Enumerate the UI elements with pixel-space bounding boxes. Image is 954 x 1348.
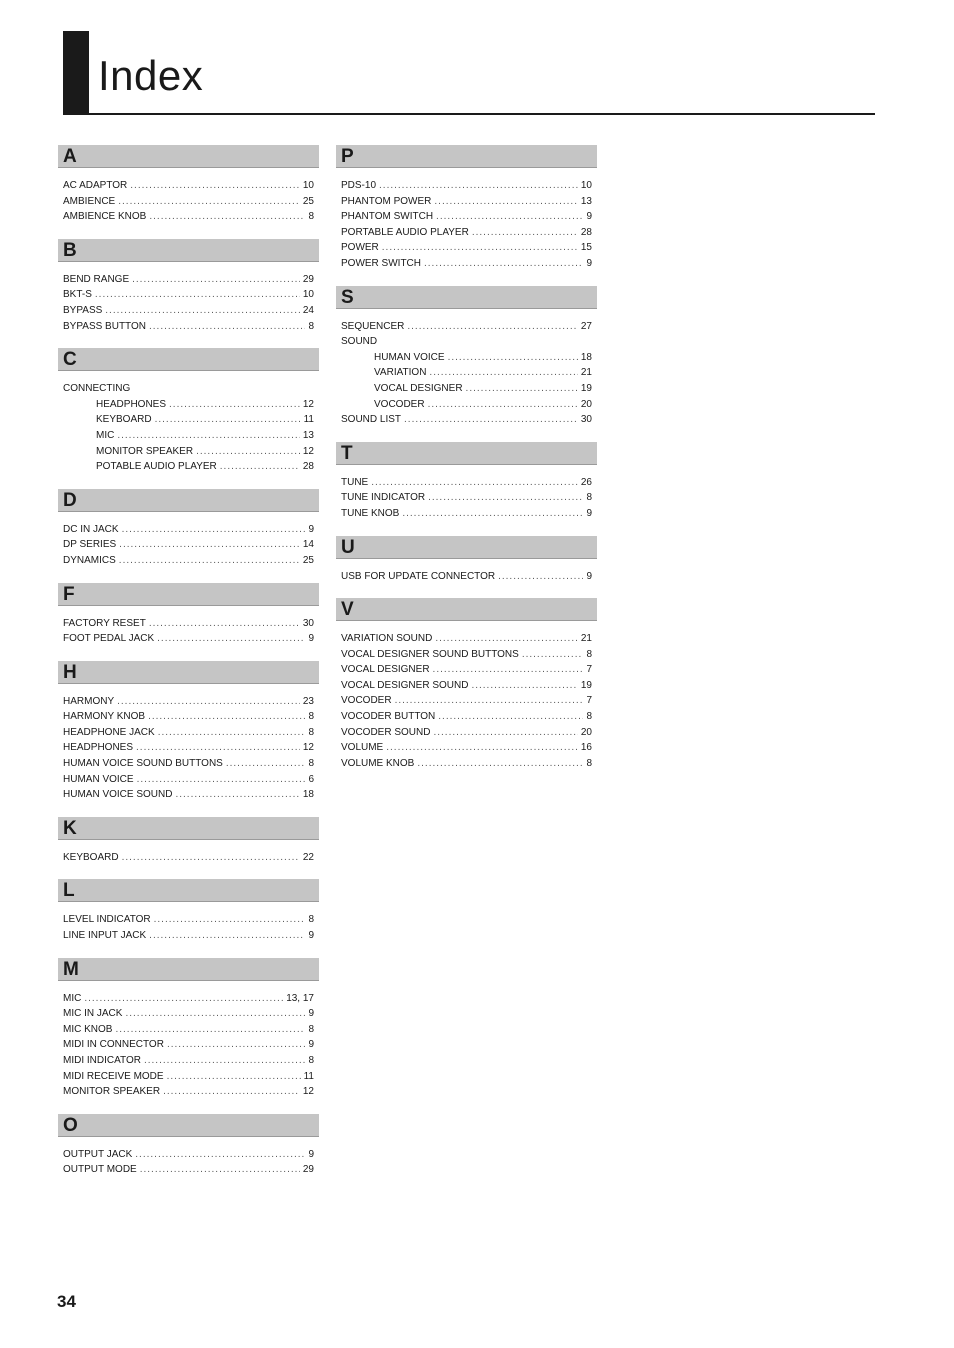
entry-label: VOCAL DESIGNER — [374, 382, 463, 394]
entry-list — [58, 371, 319, 475]
entry-label: HUMAN VOICE — [374, 351, 445, 363]
entry-label: KEYBOARD — [96, 414, 152, 426]
entry-label: VOLUME — [341, 742, 384, 754]
index-entry-group — [63, 381, 314, 397]
dot-leader — [428, 490, 583, 506]
section-letter: K — [58, 817, 319, 840]
index-entry — [63, 1084, 314, 1100]
entry-page: 19 — [580, 679, 592, 691]
dot-leader — [118, 194, 300, 210]
entry-label: AC ADAPTOR — [63, 180, 128, 191]
section-letter: D — [58, 489, 319, 512]
dot-leader — [119, 553, 300, 569]
entry-list — [336, 559, 597, 585]
dot-leader — [136, 740, 300, 756]
dot-leader — [433, 725, 577, 741]
index-section-c — [58, 348, 319, 475]
entry-page: 9 — [308, 1008, 314, 1020]
entry-page: 20 — [580, 398, 592, 410]
dot-leader — [407, 319, 578, 335]
index-entry — [341, 225, 592, 241]
entry-list — [336, 621, 597, 771]
dot-leader — [382, 240, 578, 256]
entry-label: MIDI IN CONNECTOR — [63, 1039, 164, 1051]
index-entry — [63, 694, 314, 710]
entry-page: 9 — [308, 930, 314, 942]
dot-leader — [149, 209, 305, 225]
entry-page: 13 — [580, 195, 592, 207]
dot-leader — [167, 1037, 306, 1053]
dot-leader — [522, 647, 584, 663]
entry-page: 24 — [302, 304, 314, 316]
index-section-h — [58, 661, 319, 803]
dot-leader — [149, 616, 300, 632]
entry-label: TUNE INDICATOR — [341, 492, 426, 504]
index-entry — [63, 209, 314, 225]
index-entry — [63, 303, 314, 319]
index-entry — [63, 1147, 314, 1163]
index-entry — [63, 756, 314, 772]
entry-page: 8 — [308, 320, 314, 332]
entry-list — [336, 168, 597, 272]
index-entry — [341, 506, 592, 522]
entry-label: POWER SWITCH — [341, 257, 421, 269]
dot-leader — [148, 709, 305, 725]
index-section-b — [58, 239, 319, 334]
index-entry — [341, 412, 592, 428]
entry-list — [58, 684, 319, 803]
entry-label: MIDI RECEIVE MODE — [63, 1070, 164, 1082]
entry-label: OUTPUT MODE — [63, 1164, 137, 1176]
entry-label: DC IN JACK — [63, 523, 119, 535]
entry-label: MIC — [96, 429, 115, 441]
entry-list — [58, 1137, 319, 1178]
index-entry — [63, 194, 314, 210]
index-entry — [341, 256, 592, 272]
entry-list — [58, 840, 319, 866]
dot-leader — [122, 522, 306, 538]
entry-page: 8 — [586, 492, 592, 504]
entry-page: 11 — [303, 414, 314, 426]
index-section-f — [58, 583, 319, 647]
entry-page: 11 — [303, 1070, 314, 1082]
entry-label: VOLUME KNOB — [341, 757, 415, 769]
section-letter: P — [336, 145, 597, 168]
dot-leader — [167, 1069, 301, 1085]
section-letter: B — [58, 239, 319, 262]
index-entry — [63, 553, 314, 569]
index-entry — [63, 178, 314, 194]
entry-page: 9 — [586, 570, 592, 582]
index-entry — [63, 850, 314, 866]
index-entry — [341, 709, 592, 725]
entry-label: PHANTOM POWER — [341, 195, 432, 207]
entry-page: 8 — [308, 914, 314, 926]
entry-label: TUNE — [341, 476, 369, 488]
page-title: Index — [98, 52, 204, 99]
entry-label: PDS-10 — [341, 180, 377, 191]
dot-leader — [135, 1147, 305, 1163]
dot-leader — [119, 537, 300, 553]
entry-list — [336, 309, 597, 428]
entry-label: BYPASS — [63, 304, 103, 316]
index-entry — [63, 428, 314, 444]
entry-page: 12 — [302, 398, 314, 410]
entry-page: 25 — [302, 554, 314, 566]
section-letter: C — [58, 348, 319, 371]
entry-page: 7 — [586, 695, 592, 707]
dot-leader — [137, 772, 306, 788]
entry-page: 20 — [580, 726, 592, 738]
entry-label: VARIATION — [374, 367, 427, 379]
index-entry — [341, 319, 592, 335]
entry-page: 26 — [580, 476, 592, 488]
index-entry — [341, 365, 592, 381]
entry-label: SEQUENCER — [341, 320, 405, 332]
dot-leader — [428, 397, 578, 413]
entry-page: 9 — [586, 507, 592, 519]
entry-label: LINE INPUT JACK — [63, 930, 147, 942]
section-letter: V — [336, 598, 597, 621]
index-entry — [63, 1069, 314, 1085]
dot-leader — [122, 850, 300, 866]
dot-leader — [115, 1022, 305, 1038]
index-entry — [63, 537, 314, 553]
entry-page: 8 — [308, 1023, 314, 1035]
dot-leader — [154, 912, 306, 928]
index-section-k — [58, 817, 319, 866]
entry-page: 8 — [308, 758, 314, 770]
section-letter: A — [58, 145, 319, 168]
dot-leader — [371, 475, 578, 491]
entry-page: 6 — [308, 773, 314, 785]
entry-label: MIC — [63, 992, 82, 1004]
entry-page: 7 — [586, 664, 592, 676]
dot-leader — [149, 928, 305, 944]
entry-label: MONITOR SPEAKER — [96, 445, 194, 457]
entry-label: VOCAL DESIGNER — [341, 664, 430, 676]
index-entry — [341, 178, 592, 194]
entry-label: VOCODER SOUND — [341, 726, 431, 738]
entry-label: POTABLE AUDIO PLAYER — [96, 461, 217, 473]
index-entry — [63, 1162, 314, 1178]
index-section-u — [336, 536, 597, 585]
entry-page: 8 — [586, 648, 592, 660]
entry-label: HEADPHONES — [63, 742, 134, 754]
dot-leader — [140, 1162, 300, 1178]
entry-label: HARMONY — [63, 695, 115, 707]
entry-label: KEYBOARD — [63, 851, 119, 863]
index-entry — [341, 381, 592, 397]
entry-label: FACTORY RESET — [63, 617, 146, 629]
entry-label: HUMAN VOICE SOUND — [63, 789, 173, 801]
index-entry — [63, 787, 314, 803]
entry-label: MIDI INDICATOR — [63, 1055, 141, 1066]
index-entry — [341, 350, 592, 366]
page-number: 34 — [57, 1292, 76, 1311]
entry-label: VOCODER — [374, 398, 425, 410]
dot-leader — [434, 194, 577, 210]
dot-leader — [417, 756, 583, 772]
index-entry — [341, 569, 592, 585]
index-section-a — [58, 145, 319, 225]
index-section-m — [58, 958, 319, 1100]
entry-page: 30 — [302, 617, 314, 629]
dot-leader — [132, 272, 300, 288]
entry-label: DYNAMICS — [63, 554, 116, 566]
entry-page: 9 — [308, 523, 314, 535]
dot-leader — [130, 178, 300, 194]
dot-leader — [424, 256, 583, 272]
entry-page: 30 — [580, 414, 592, 426]
dot-leader — [471, 678, 577, 694]
entry-label: OUTPUT JACK — [63, 1148, 133, 1160]
index-column-right — [336, 145, 597, 771]
entry-page: 9 — [586, 257, 592, 269]
entry-label: BKT-S — [63, 289, 92, 301]
entry-list — [58, 902, 319, 943]
entry-label: VARIATION SOUND — [341, 633, 433, 645]
section-letter: F — [58, 583, 319, 606]
dot-leader — [95, 287, 300, 303]
index-entry — [341, 397, 592, 413]
index-entry — [341, 631, 592, 647]
entry-page: 27 — [580, 320, 592, 332]
entry-page: 23 — [302, 695, 314, 707]
title-rule — [89, 113, 875, 115]
section-letter: H — [58, 661, 319, 684]
entry-page: 28 — [580, 226, 592, 238]
index-entry — [341, 475, 592, 491]
dot-leader — [404, 412, 578, 428]
dot-leader — [438, 709, 583, 725]
dot-leader — [433, 662, 584, 678]
dot-leader — [125, 1006, 305, 1022]
entry-list — [58, 168, 319, 225]
dot-leader — [429, 365, 577, 381]
index-entry — [341, 678, 592, 694]
dot-leader — [175, 787, 299, 803]
dot-leader — [472, 225, 578, 241]
entry-label: MONITOR SPEAKER — [63, 1086, 161, 1098]
dot-leader — [226, 756, 306, 772]
entry-page: 28 — [302, 461, 314, 473]
entry-page: 25 — [302, 195, 314, 207]
entry-page: 29 — [302, 1164, 314, 1176]
dot-leader — [395, 693, 584, 709]
entry-label: MIC IN JACK — [63, 1008, 123, 1020]
dot-leader — [155, 412, 301, 428]
dot-leader — [436, 209, 583, 225]
dot-leader — [105, 303, 300, 319]
dot-leader — [163, 1084, 300, 1100]
entry-label: SOUND LIST — [341, 414, 402, 426]
dot-leader — [435, 631, 578, 647]
dot-leader — [402, 506, 583, 522]
entry-page: 8 — [308, 711, 314, 723]
entry-label: POWER — [341, 242, 379, 254]
dot-leader — [84, 991, 283, 1007]
entry-page: 9 — [308, 1039, 314, 1051]
entry-label: SOUND — [341, 336, 378, 348]
entry-label: FOOT PEDAL JACK — [63, 633, 155, 645]
entry-page: 13, 17 — [286, 992, 314, 1004]
entry-page: 12 — [302, 445, 314, 457]
index-entry — [63, 272, 314, 288]
dot-leader — [448, 350, 578, 366]
entry-label: HUMAN VOICE SOUND BUTTONS — [63, 758, 223, 770]
section-letter: O — [58, 1114, 319, 1137]
entry-page: 8 — [308, 726, 314, 738]
title-bar-accent — [63, 31, 89, 115]
entry-label: PHANTOM SWITCH — [341, 211, 434, 223]
index-section-l — [58, 879, 319, 943]
entry-label: CONNECTING — [63, 383, 131, 395]
section-letter: T — [336, 442, 597, 465]
entry-page: 8 — [586, 757, 592, 769]
entry-label: LEVEL INDICATOR — [63, 914, 151, 926]
entry-label: PORTABLE AUDIO PLAYER — [341, 226, 469, 238]
entry-page: 8 — [308, 211, 314, 223]
index-entry — [63, 1006, 314, 1022]
index-entry — [63, 397, 314, 413]
index-section-v — [336, 598, 597, 771]
dot-leader — [149, 319, 305, 335]
entry-label: HEADPHONES — [96, 398, 167, 410]
dot-leader — [117, 428, 300, 444]
index-section-t — [336, 442, 597, 522]
entry-page: 10 — [302, 180, 314, 191]
index-section-d — [58, 489, 319, 569]
entry-page: 9 — [308, 633, 314, 645]
entry-page: 22 — [302, 851, 314, 863]
dot-leader — [196, 444, 300, 460]
dot-leader — [220, 459, 300, 475]
index-entry — [63, 912, 314, 928]
section-letter: L — [58, 879, 319, 902]
entry-page: 29 — [302, 273, 314, 285]
index-entry — [63, 319, 314, 335]
index-entry — [63, 287, 314, 303]
entry-page: 8 — [308, 1055, 314, 1066]
index-entry — [63, 522, 314, 538]
index-entry — [341, 756, 592, 772]
entry-label: BEND RANGE — [63, 273, 130, 285]
entry-label: HARMONY KNOB — [63, 711, 146, 723]
index-entry — [63, 412, 314, 428]
index-entry — [63, 991, 314, 1007]
section-letter: M — [58, 958, 319, 981]
index-section-o — [58, 1114, 319, 1178]
index-entry — [63, 1037, 314, 1053]
index-entry — [63, 459, 314, 475]
section-letter: S — [336, 286, 597, 309]
index-entry — [341, 740, 592, 756]
entry-page: 21 — [580, 367, 592, 379]
dot-leader — [379, 178, 578, 194]
index-entry — [63, 928, 314, 944]
entry-list — [58, 981, 319, 1100]
entry-page: 9 — [308, 1148, 314, 1160]
dot-leader — [498, 569, 583, 585]
index-entry — [341, 194, 592, 210]
entry-page: 12 — [302, 742, 314, 754]
dot-leader — [158, 725, 306, 741]
entry-page: 18 — [302, 789, 314, 801]
index-entry — [63, 772, 314, 788]
entry-label: BYPASS BUTTON — [63, 320, 146, 332]
index-column-left — [58, 145, 319, 1178]
index-entry — [63, 1053, 314, 1069]
index-entry — [63, 740, 314, 756]
entry-label: HEADPHONE JACK — [63, 726, 155, 738]
entry-page: 19 — [580, 382, 592, 394]
dot-leader — [144, 1053, 305, 1069]
entry-label: USB FOR UPDATE CONNECTOR — [341, 570, 496, 582]
index-entry — [63, 631, 314, 647]
index-entry — [63, 444, 314, 460]
entry-label: VOCAL DESIGNER SOUND BUTTONS — [341, 648, 519, 660]
entry-page: 13 — [302, 429, 314, 441]
index-section-s — [336, 286, 597, 428]
index-entry — [341, 693, 592, 709]
index-entry — [63, 616, 314, 632]
entry-label: MIC KNOB — [63, 1023, 113, 1035]
section-letter: U — [336, 536, 597, 559]
entry-page: 15 — [580, 242, 592, 254]
dot-leader — [386, 740, 578, 756]
entry-page: 9 — [586, 211, 592, 223]
index-entry — [341, 662, 592, 678]
index-entry-group — [341, 334, 592, 350]
entry-list — [58, 262, 319, 334]
entry-label: HUMAN VOICE — [63, 773, 134, 785]
dot-leader — [169, 397, 300, 413]
index-entry — [341, 209, 592, 225]
index-entry — [63, 725, 314, 741]
entry-list — [58, 512, 319, 569]
entry-page: 8 — [586, 711, 592, 723]
entry-label: TUNE KNOB — [341, 507, 400, 519]
entry-list — [336, 465, 597, 522]
index-entry — [63, 1022, 314, 1038]
entry-page: 18 — [580, 351, 592, 363]
entry-page: 12 — [302, 1086, 314, 1098]
index-section-p — [336, 145, 597, 272]
entry-page: 10 — [580, 180, 592, 191]
entry-list — [58, 606, 319, 647]
entry-page: 10 — [302, 289, 314, 301]
index-entry — [341, 725, 592, 741]
index-entry — [341, 647, 592, 663]
entry-label: VOCODER BUTTON — [341, 711, 436, 723]
entry-page: 14 — [302, 539, 314, 551]
entry-label: AMBIENCE KNOB — [63, 211, 147, 223]
index-entry — [63, 709, 314, 725]
dot-leader — [157, 631, 305, 647]
entry-page: 21 — [580, 633, 592, 645]
entry-label: VOCAL DESIGNER SOUND — [341, 679, 469, 691]
entry-label: DP SERIES — [63, 539, 117, 551]
dot-leader — [466, 381, 578, 397]
index-entry — [341, 490, 592, 506]
entry-label: AMBIENCE — [63, 195, 116, 207]
dot-leader — [117, 694, 300, 710]
entry-label: VOCODER — [341, 695, 392, 707]
entry-page: 16 — [580, 742, 592, 754]
index-entry — [341, 240, 592, 256]
